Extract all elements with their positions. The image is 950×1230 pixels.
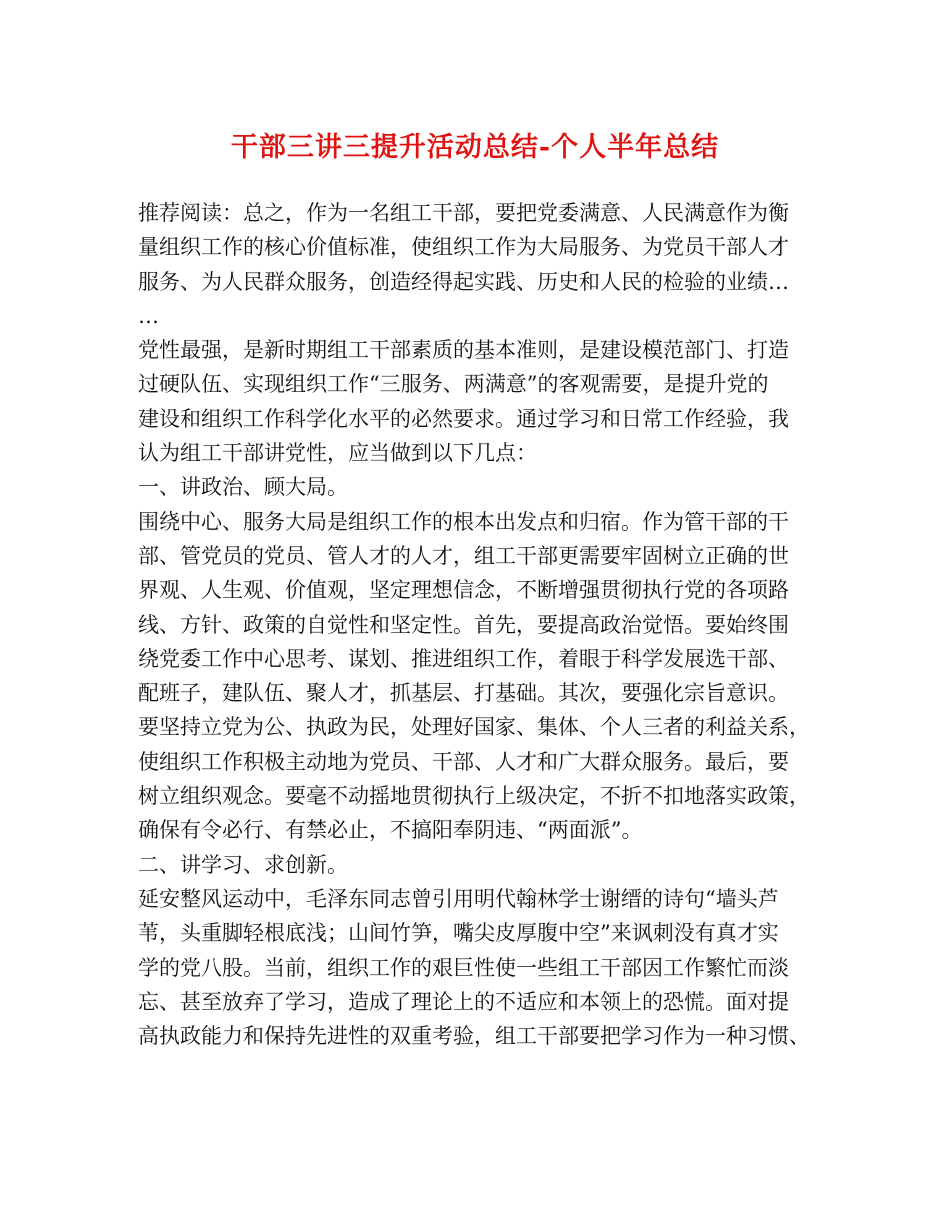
body-text-line: 忘、甚至放弃了学习，造成了理论上的不适应和本领上的恐慌。面对提 <box>138 989 789 1014</box>
body-text-line: 确保有令必行、有禁必止，不搞阳奉阴违、“两面派”。 <box>138 818 643 843</box>
body-text-line: 学的党八股。当前，组织工作的艰巨性使一些组工干部因工作繁忙而淡 <box>138 955 789 980</box>
body-text-line: 过硬队伍、实现组织工作“三服务、两满意”的客观需要，是提升党的 <box>138 372 769 397</box>
body-text-line: 服务、为人民群众服务，创造经得起实践、历史和人民的检验的业绩… <box>138 269 789 294</box>
body-text-line: 要坚持立党为公、执政为民，处理好国家、集体、个人三者的利益关系， <box>138 715 810 740</box>
document-title: 干部三讲三提升活动总结-个人半年总结 <box>230 132 720 163</box>
body-text-line: 树立组织观念。要毫不动摇地贯彻执行上级决定，不折不扣地落实政策， <box>138 784 810 809</box>
body-text-line: 苇，头重脚轻根底浅；山间竹笋，嘴尖皮厚腹中空”来讽刺没有真才实 <box>138 921 779 946</box>
body-text-line: 推荐阅读：总之，作为一名组工干部，要把党委满意、人民满意作为衡 <box>138 201 789 225</box>
body-text-line: 界观、人生观、价值观，坚定理想信念，不断增强贯彻执行党的各项路 <box>138 578 789 603</box>
body-text-line: 高执政能力和保持先进性的双重考验，组工干部要把学习作为一种习惯、 <box>138 1024 810 1049</box>
body-text-line: 线、方针、政策的自觉性和坚定性。首先，要提高政治觉悟。要始终围 <box>138 612 789 637</box>
body-text-line: 一、讲政治、顾大局。 <box>138 475 348 500</box>
body-text-line: 使组织工作积极主动地为党员、干部、人才和广大群众服务。最后，要 <box>138 749 789 774</box>
body-text-line: 量组织工作的核心价值标准，使组织工作为大局服务、为党员干部人才 <box>138 235 789 260</box>
body-text-line: 建设和组织工作科学化水平的必然要求。通过学习和日常工作经验，我 <box>138 406 789 431</box>
body-text-line: 围绕中心、服务大局是组织工作的根本出发点和归宿。作为管干部的干 <box>138 509 789 534</box>
body-text-line: 部、管党员的党员、管人才的人才，组工干部更需要牢固树立正确的世 <box>138 543 789 568</box>
document-body <box>138 196 818 1053</box>
body-text-line: … <box>138 303 159 328</box>
body-text-line: 党性最强，是新时期组工干部素质的基本准则，是建设模范部门、打造 <box>138 338 789 363</box>
body-text-line: 认为组工干部讲党性，应当做到以下几点： <box>138 441 537 466</box>
body-text-line: 绕党委工作中心思考、谋划、推进组织工作，着眼于科学发展选干部、 <box>138 646 789 671</box>
body-text-line: 延安整风运动中，毛泽东同志曾引用明代翰林学士谢缙的诗句“墙头芦 <box>138 886 779 911</box>
body-text-line: 二、讲学习、求创新。 <box>138 852 348 877</box>
body-text-line: 配班子，建队伍、聚人才，抓基层、打基础。其次，要强化宗旨意识。 <box>138 681 789 706</box>
